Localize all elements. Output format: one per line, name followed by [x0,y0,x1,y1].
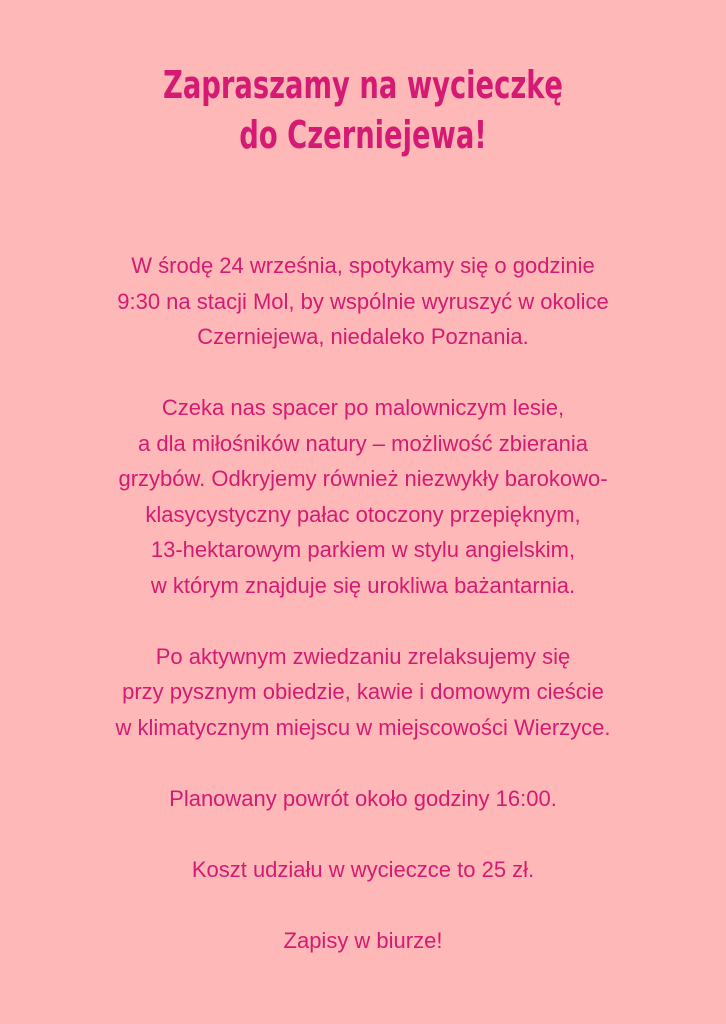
signup-paragraph [0,923,726,959]
lunch-line-1: Po aktywnym zwiedzaniu zrelaksujemy się [155,643,571,669]
title-line-1: Zapraszamy na wycieczkę [162,63,564,107]
program-line-3: grzybów. Odkryjemy również niezwykły barokowo- [118,466,608,491]
program-line-2: a dla miłośników natury – możliwość zbierania [138,430,588,456]
paragraph-spacer [0,745,726,781]
intro-paragraph [0,248,726,355]
intro-line-2: 9:30 na stacji Mol, by wspólnie wyruszyć w okolice [117,288,609,314]
program-line-6: w którym znajduje się urokliwa bażantarnia. [150,572,576,598]
cost-line: Koszt udziału w wycieczce to 25 zł. [191,856,535,882]
program-line-5: 13-hektarowym parkiem w stylu angielskim, [150,537,576,562]
intro-line-3: Czerniejewa, niedaleko Poznania. [197,324,529,349]
intro-line-1: W środę 24 września, spotykamy się o godzinie [131,253,595,278]
program-paragraph [0,390,726,603]
paragraph-spacer [0,603,726,639]
lunch-line-3: w klimatycznym miejscu w miejscowości Wierzyce. [115,714,611,740]
program-line-1: Czeka nas spacer po malowniczym lesie, [161,395,565,420]
invitation-body [0,248,726,958]
return-paragraph [0,781,726,817]
paragraph-spacer [0,816,726,852]
paragraph-spacer [0,887,726,923]
cost-paragraph [0,852,726,888]
paragraph-spacer [0,355,726,391]
program-line-4: klasycystyczny pałac otoczony przepięknym, [145,501,581,527]
title-line-2: do Czerniejewa! [239,113,487,157]
lunch-paragraph [0,639,726,746]
lunch-line-2: przy pysznym obiedzie, kawie i domowym cieście [122,679,604,704]
page-title [102,60,625,160]
return-line: Planowany powrót około godziny 16:00. [169,785,557,811]
signup-line: Zapisy w biurze! [283,927,443,953]
